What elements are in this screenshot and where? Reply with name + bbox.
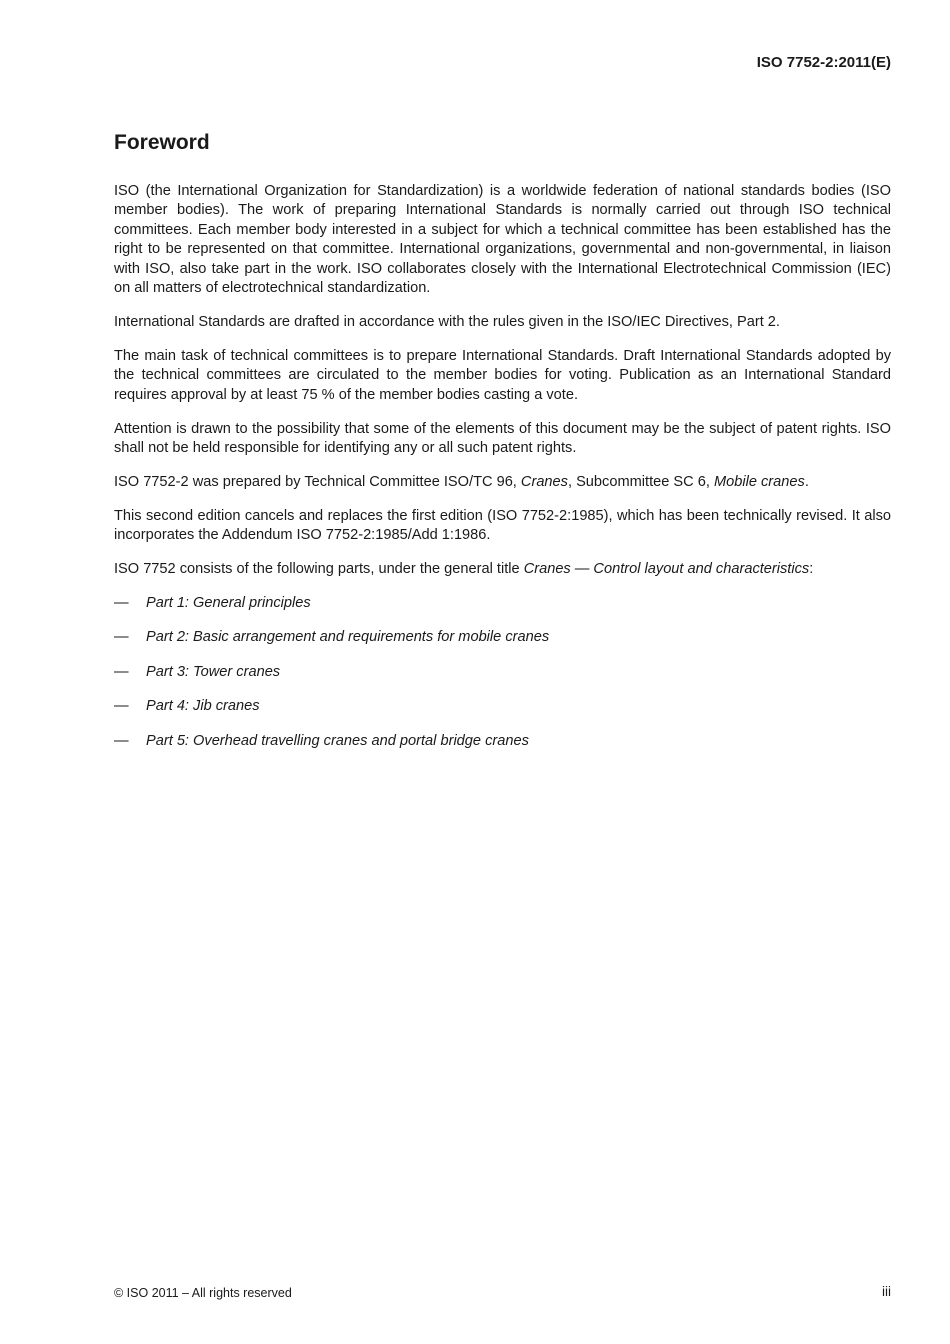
paragraph-patent: Attention is drawn to the possibility that some of the elements of this document may be the subject of patent rights. ISO shall not be held responsible for identifying any or all such patent rights. [114, 420, 891, 456]
paragraph-parts-intro [114, 560, 891, 579]
list-dash: — [114, 663, 129, 680]
part-title: Part 1: General principles [146, 595, 311, 611]
list-dash: — [114, 732, 129, 749]
list-item [114, 697, 891, 716]
general-title: Cranes — Control layout and characteristics [523, 561, 810, 578]
paragraph-edition: This second edition cancels and replaces the first edition (ISO 7752-2:1985), which has been technically revised. It also incorporates the Addendum ISO 7752-2:1985/Add 1:1986. [114, 507, 891, 544]
foreword-body [114, 182, 891, 766]
document-id: ISO 7752-2:2011(E) [756, 54, 891, 71]
part-title: Part 3: Tower cranes [146, 663, 281, 680]
copyright-notice: © ISO 2011 – All rights reserved [114, 1286, 292, 1300]
parts-list [114, 594, 891, 751]
prepared-by-text: ISO 7752-2 was prepared by Technical Committee ISO/TC 96, [114, 473, 521, 490]
committee-title: Cranes [520, 473, 568, 490]
section-title: Foreword [114, 131, 210, 154]
parts-intro-end: : [809, 561, 814, 578]
prepared-by-end: . [804, 473, 809, 490]
parts-intro-text: ISO 7752 consists of the following parts, under the general title [114, 561, 524, 578]
paragraph-prepared-by [114, 473, 891, 492]
list-dash: — [114, 698, 129, 715]
list-dash: — [114, 629, 129, 646]
list-item [114, 732, 891, 751]
page-number: iii [882, 1284, 891, 1299]
list-dash: — [114, 595, 129, 611]
part-title: Part 2: Basic arrangement and requirements for mobile cranes [146, 629, 550, 646]
prepared-by-text-2: , Subcommittee SC 6, [567, 473, 714, 490]
subcommittee-title: Mobile cranes [713, 473, 805, 490]
part-title: Part 4: Jib cranes [146, 698, 260, 715]
document-page [114, 0, 891, 1344]
list-item [114, 594, 891, 613]
paragraph-committees: The main task of technical committees is to prepare International Standards. Draft International Standards adopted by the technical committees are circulated to the member bodies for voting. Publication as an International Standard requires approval by at least 75 % of the member bodies casting a vote. [114, 347, 891, 403]
paragraph-directives: International Standards are drafted in accordance with the rules given in the ISO/IEC Directives, Part 2. [114, 313, 780, 330]
paragraph-iso-intro: ISO (the International Organization for Standardization) is a worldwide federation of national standards bodies (ISO member bodies). The work of preparing International Standards is normally carried out through ISO technical committees. Each member body interested in a subject for which a technical committee has been established has the right to be represented on that committee. International organizations, governmental and non-governmental, in liaison with ISO, also take part in the work. ISO collaborates closely with the International Electrotechnical Commission (IEC) on all matters of electrotechnical standardization. [114, 183, 891, 297]
list-item [114, 628, 891, 647]
part-title: Part 5: Overhead travelling cranes and portal bridge cranes [146, 732, 529, 749]
list-item [114, 663, 891, 682]
